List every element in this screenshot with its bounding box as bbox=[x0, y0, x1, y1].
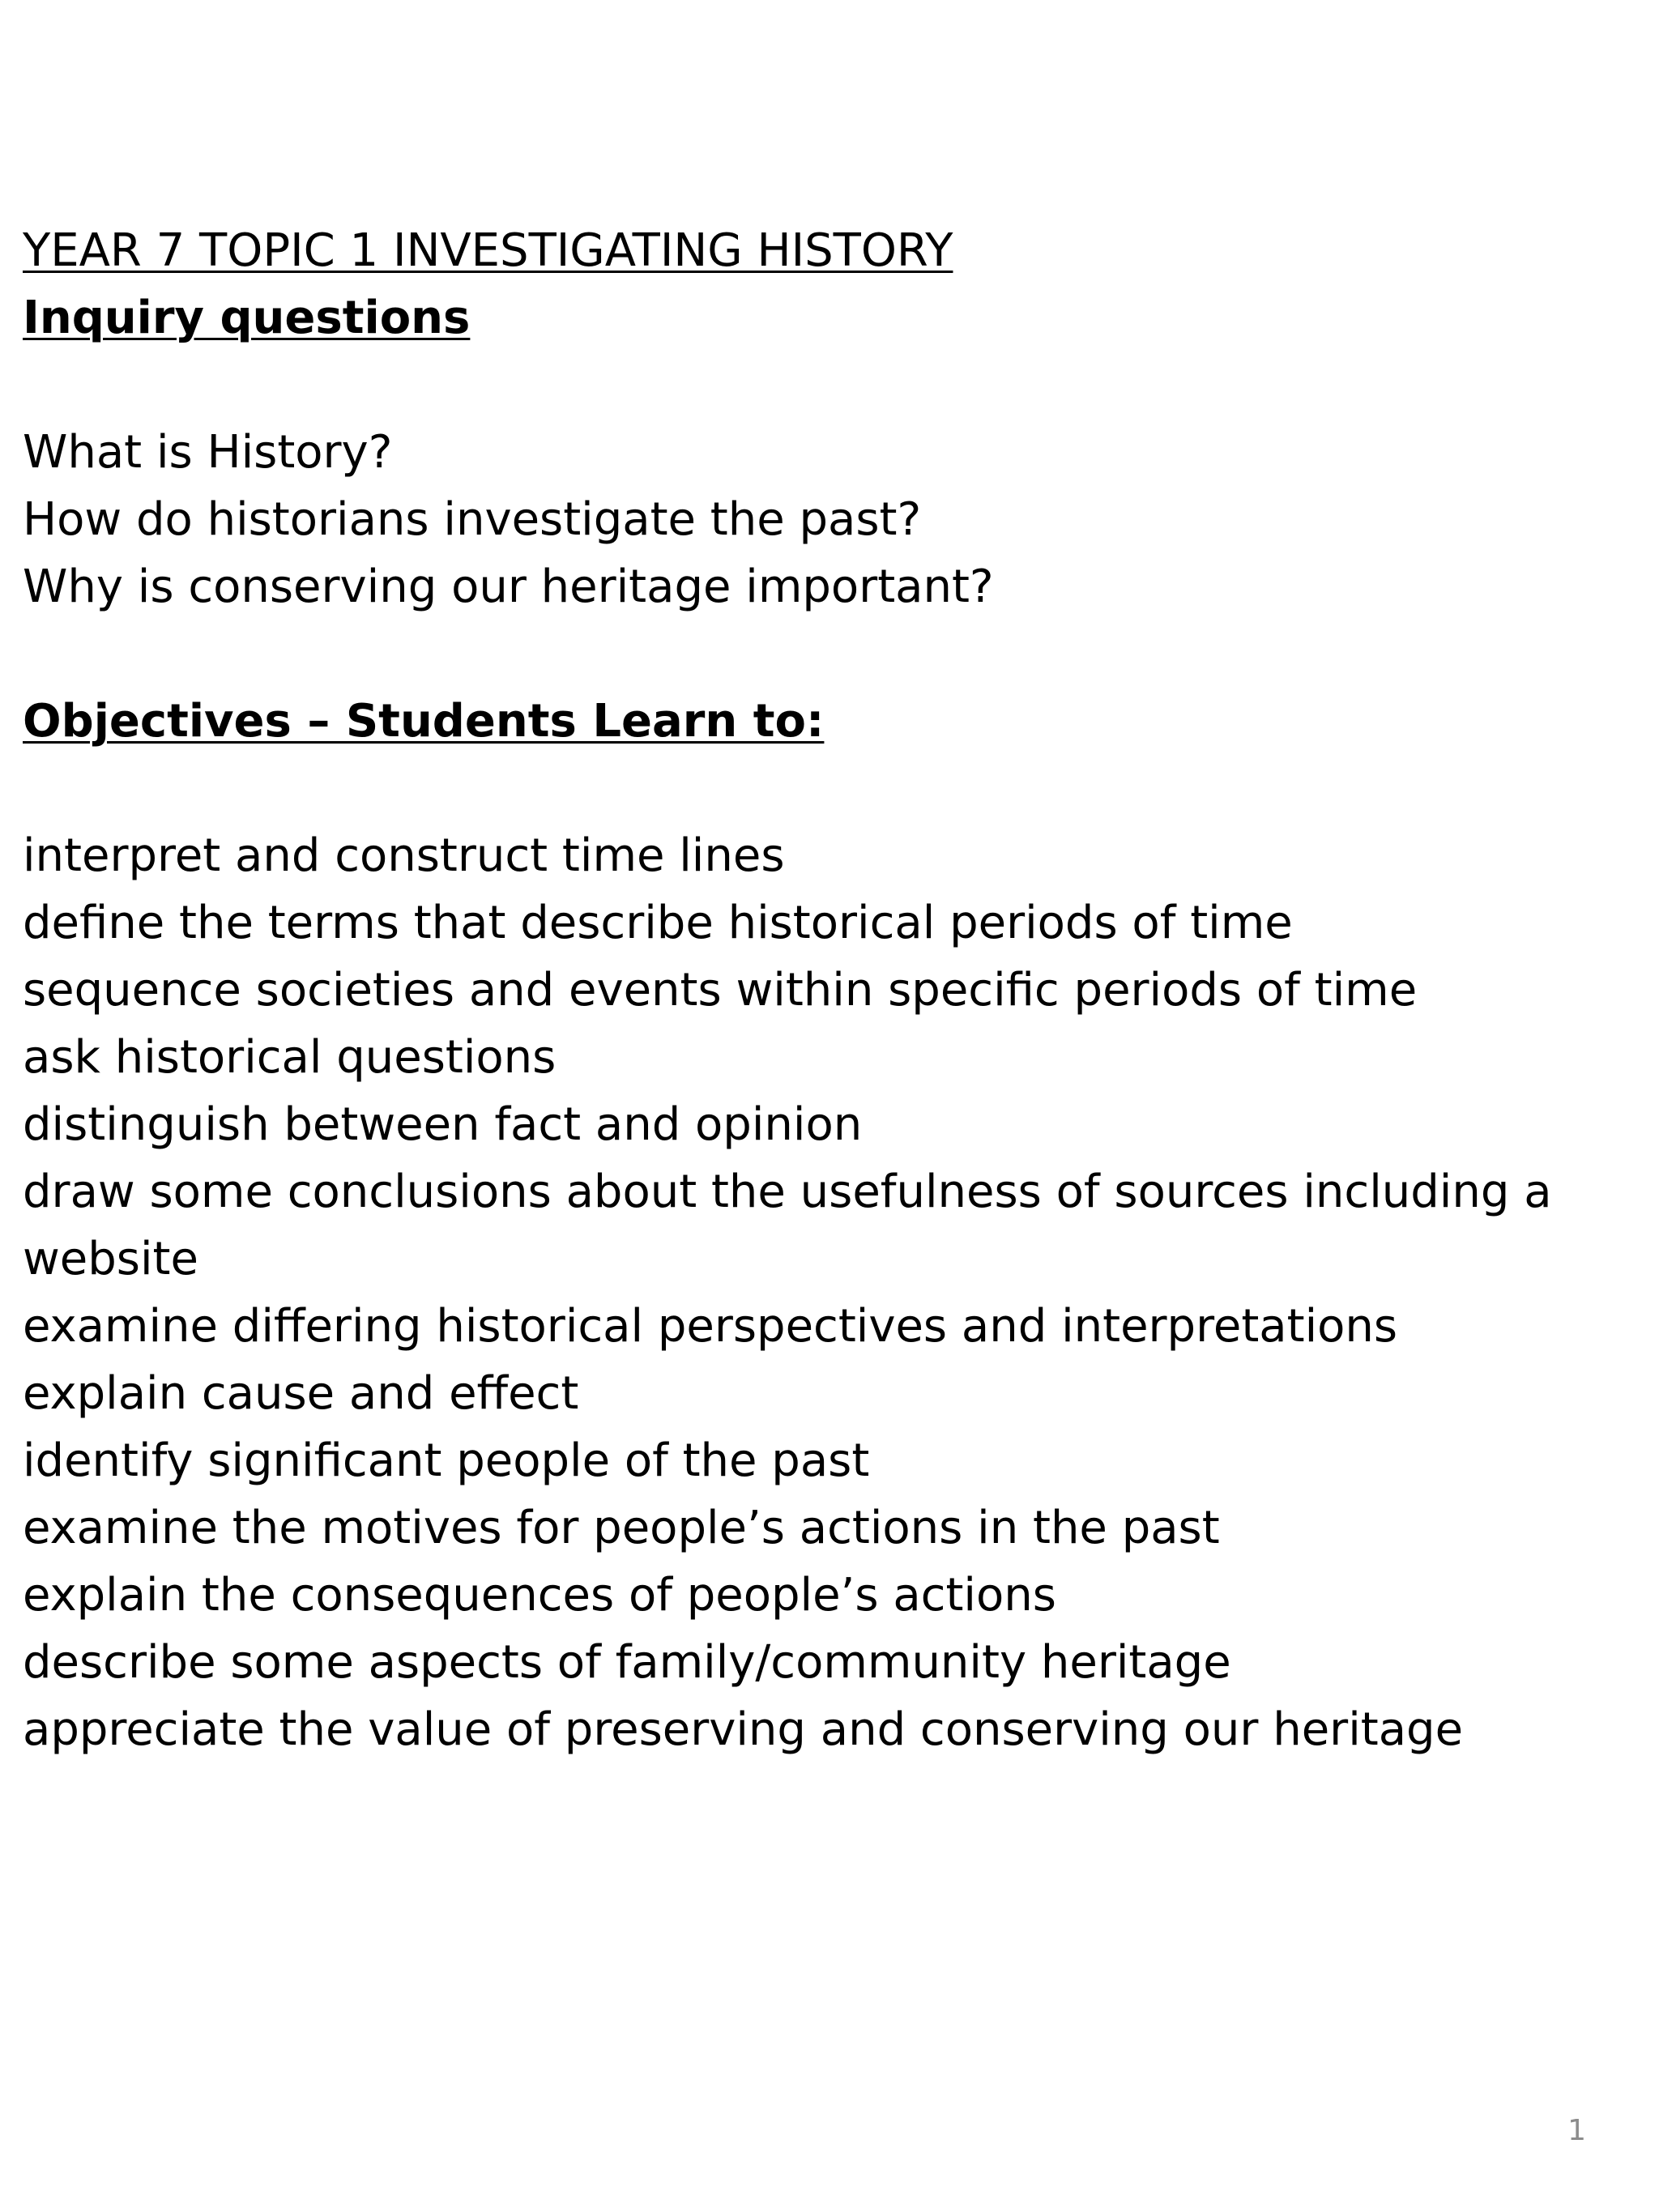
inquiry-heading: Inquiry questions bbox=[23, 292, 471, 344]
objective-item: distinguish between fact and opinion bbox=[23, 1098, 863, 1151]
spacer bbox=[23, 755, 1635, 822]
objective-item: sequence societies and events within specific periods of time bbox=[23, 964, 1418, 1016]
objective-item: examine differing historical perspectives and interpretations bbox=[23, 1300, 1398, 1353]
inquiry-question-list bbox=[23, 419, 1635, 620]
inquiry-question: Why is conserving our heritage important? bbox=[23, 560, 994, 613]
objective-item: draw some conclusions about the usefulness of sources including a website bbox=[23, 1166, 1552, 1285]
objective-item: explain the consequences of people’s actions bbox=[23, 1569, 1056, 1622]
document-body bbox=[23, 217, 1635, 1763]
spacer bbox=[23, 352, 1635, 419]
inquiry-question: What is History? bbox=[23, 426, 393, 479]
objective-item: identify significant people of the past bbox=[23, 1434, 870, 1487]
objectives-list bbox=[23, 822, 1635, 1763]
objective-item: appreciate the value of preserving and conserving our heritage bbox=[23, 1703, 1464, 1756]
objective-item: interpret and construct time lines bbox=[23, 829, 785, 882]
inquiry-question: How do historians investigate the past? bbox=[23, 493, 922, 546]
objective-item: ask historical questions bbox=[23, 1031, 557, 1084]
spacer bbox=[23, 620, 1635, 688]
objectives-heading: Objectives – Students Learn to: bbox=[23, 695, 825, 748]
objective-item: define the terms that describe historical periods of time bbox=[23, 897, 1293, 949]
page-number: 1 bbox=[1567, 2114, 1586, 2147]
objective-item: explain cause and effect bbox=[23, 1367, 579, 1420]
objective-item: describe some aspects of family/community heritage bbox=[23, 1636, 1231, 1689]
objective-item: examine the motives for people’s actions in the past bbox=[23, 1502, 1220, 1554]
page-title: YEAR 7 TOPIC 1 INVESTIGATING HISTORY bbox=[23, 224, 953, 277]
